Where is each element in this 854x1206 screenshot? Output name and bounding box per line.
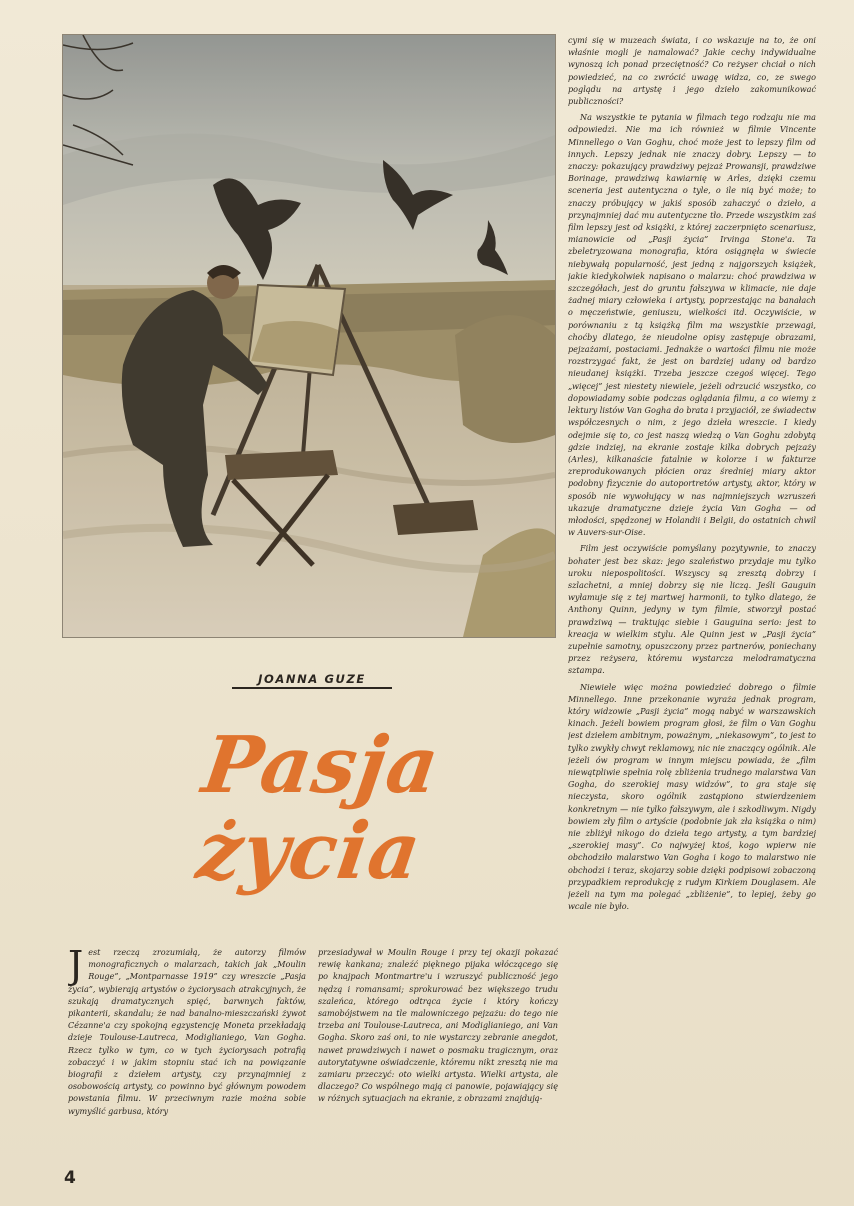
body-column-middle [318, 946, 558, 1158]
title-line-1: Pasja [197, 720, 445, 811]
author-byline: JOANNA GUZE [232, 672, 392, 689]
drop-cap: J [68, 946, 84, 987]
page-number: 4 [64, 1168, 76, 1188]
body-text: przesiadywał w Moulin Rouge i przy tej okazji pokazać rewię kankana; znaleźć pięknego pijaka włóczącego się po knajpach Montmartre'u i wzruszyć publiczność jego nędzą i romansami; sprokurować bez większego trudu szaleńca, którego odtrąca życie i który kończy samobójstwem na tle malowniczego pejzażu: do tego nie trzeba ani Toulouse-Lautreca, ani Modiglianiego, ani Van Gogha. Skoro zaś oni, to nie wystarczy zebranie anegdot, nawet prawdziwych i nawet o posmaku tragicznym, oraz autorytatywne oświadczenie, któremu nikt zresztą nie ma zamiaru przeczyć: oto wielki artysta. Wielki artysta, ale dlaczego? Co wspólnego mają ci panowie, pojawiający się w różnych sytuacjach na ekranie, z obrazami znajdują- [318, 947, 558, 1104]
body-text: est rzeczą zrozumiałą, że autorzy filmów monograficznych o malarzach, takich jak „Moulin Rouge”, „Montparnasse 1919” czy wreszcie „Pasja życia”, wybierają artystów o życiorysach atrakcyjnych, że szukają dramatycznych spięć, barwnych faktów, pikanterii, skandalu; że nad banalno-mieszczański żywot Cézanne'a czy spokojną egzystencję Moneta przekładają dzieje Toulouse-Lautreca, Modiglianiego, Van Gogha. Rzecz tylko w tym, co w tych życiorysach potrafią zobaczyć i w jakim stopniu stać ich na powiązanie biografii z dziełem artysty, czy przynajmniej z osobowością artysty, co powinno być głównym powodem powstania filmu. W przeciwnym razie można sobie wymyślić garbusa, który [68, 947, 306, 1116]
film-still-photo [62, 34, 556, 638]
paragraph: Niewiele więc można powiedzieć dobrego o filmie Minnellego. Inne przekonanie wyraża jednak program, który widzowie „Pasji życia” mogą nabyć w warszawskich kinach. Jeżeli bowiem program głosi, że film o Van Goghu jest dziełem ambitnym, poważnym, „niekasowym”, to jest to tylko zwykły chwyt reklamowy, nic nie znaczący ogólnik. Ale jeżeli ów program w innym miejscu powiada, że „film niewątpliwie spełnia rolę zbliżenia trudnego malarstwa Van Gogha, do szerokiej masy widzów”, to gra staje się nieczysta, skoro ogólnik zastąpiono stwierdzeniem konkretnym — nie tylko fałszywym, ale i szkodliwym. Nigdy bowiem zły film o artyście (podobnie jak zła książka o nim) nie zbliżył nikogo do dzieła tego artysty, a tym bardziej „szerokiej masy”. Co najwyżej ktoś, kogo wpierw nie obchodziło malarstwo Van Gogha i kogo to malarstwo nie obchodzi i teraz, skojarzy sobie dzięki podpisowi zobaczoną przypadkiem reprodukcję z rudym Kirkiem Douglasem. Ale jeżeli na tym ma polegać „zbliżenie”, to lepiej, żeby go wcale nie było. [568, 681, 816, 912]
paragraph: cymi się w muzeach świata, i co wskazuje na to, że oni właśnie mogli je namalować? Jakie cechy indywidualne wynoszą ich ponad przeciętność? Co reżyser chciał o nich powiedzieć, na co zwrócić uwagę widza, co, ze swego poglądu na artystę i jego dzieło zakomunikować publiczności? [568, 35, 816, 107]
paragraph: Film jest oczywiście pomyślany pozytywnie, to znaczy bohater jest bez skaz: jego szaleństwo przydaje mu tylko uroku niepospolitości. Wszyscy są zresztą dobrzy i szlachetni, a mniej dobrzy się nie liczą. Jeśli Gauguin wyłamuje się z tej martwej harmonii, to tylko dlatego, że Anthony Quinn, jedyny w tym filmie, stworzył postać prawdziwą — traktując siebie i Gauguina serio: jest to kreacja w wielkim stylu. Ale Quinn jest w „Pasji życia” zupełnie samotny, opuszczony przez partnerów, poniechany przez reżysera, któremu wystarcza melodramatyczna sztampa. [568, 543, 816, 676]
right-article-column [568, 34, 816, 1154]
paragraph: Na wszystkie te pytania w filmach tego rodzaju nie ma odpowiedzi. Nie ma ich również w filmie Vincente Minnellego o Van Goghu, choć może jest to lepszy film od innych. Lepszy jednak nie znaczy dobry. Lepszy — to znaczy: pokazujący prawdziwy pejzaż Prowansji, prawdziwe Borinage, prawdziwą kawiarnię w Arles, dzięki czemu sceneria jest autentyczna o tyle, o ile nią być może; to znaczy próbujący w jakiś sposób zahaczyć o dzieło, a przynajmniej dać mu autentyczne tło. Przede wszystkim zaś film lepszy jest od książki, z której zaczerpnięto scenariusz, mianowicie od „Pasji życia” Irvinga Stone'a. Ta zbeletryzowana monografia, która osiągnęła w świecie niebywałą popularność, jest jedną z najgorszych książek, jakie kiedykolwiek napisano o malarzu: choć prawdziwa w szczegółach, jest do gruntu fałszywa w klimacie, nie daje żadnej miary człowieka i artysty, poprzestając na banałach o męczeństwie, geniuszu, wielkości itd. Oczywiście, w porównaniu z tą książką film ma wszystkie przewagi, choćby dlatego, że nieudolne opisy zastępuje obrazami, pejzażami, postaciami. Jednakże o wartości filmu nie może rozstrzygać fakt, że jest on bardziej udany od bardzo nieudanej książki. Trzeba jeszcze czegoś więcej. Tego „więcej” jest niestety niewiele, jeżeli odrzucić wszystko, co dopowiadamy sobie podczas oglądania filmu, a co wiemy z lektury listów Van Gogha do brata i przyjaciół, ze świadectw współczesnych o nim, z jego dzieła wreszcie. I kiedy odejmie się to, co jest naszą wiedzą o Van Goghu zdobytą gdzie indziej, na ekranie zostaje kilka dobrych pejzaży (Arles), kilkanaście fatalnie w kolorze i w fakturze zreprodukowanych płócien oraz średniej miary aktor podobny fizycznie do autoportretów artysty, aktor, który w sposób nie wywołujący w nas najmniejszych wzruszeń ukazuje dramatyczne dzieje życia Van Gogha — od młodości, spędzonej w Holandii i Belgii, do ostatnich chwil w Auvers-sur-Oise. [568, 112, 816, 538]
article-title [176, 708, 446, 918]
body-column-left [68, 946, 306, 1158]
painter-in-field-image [63, 35, 555, 637]
title-line-2: życia [191, 806, 427, 897]
